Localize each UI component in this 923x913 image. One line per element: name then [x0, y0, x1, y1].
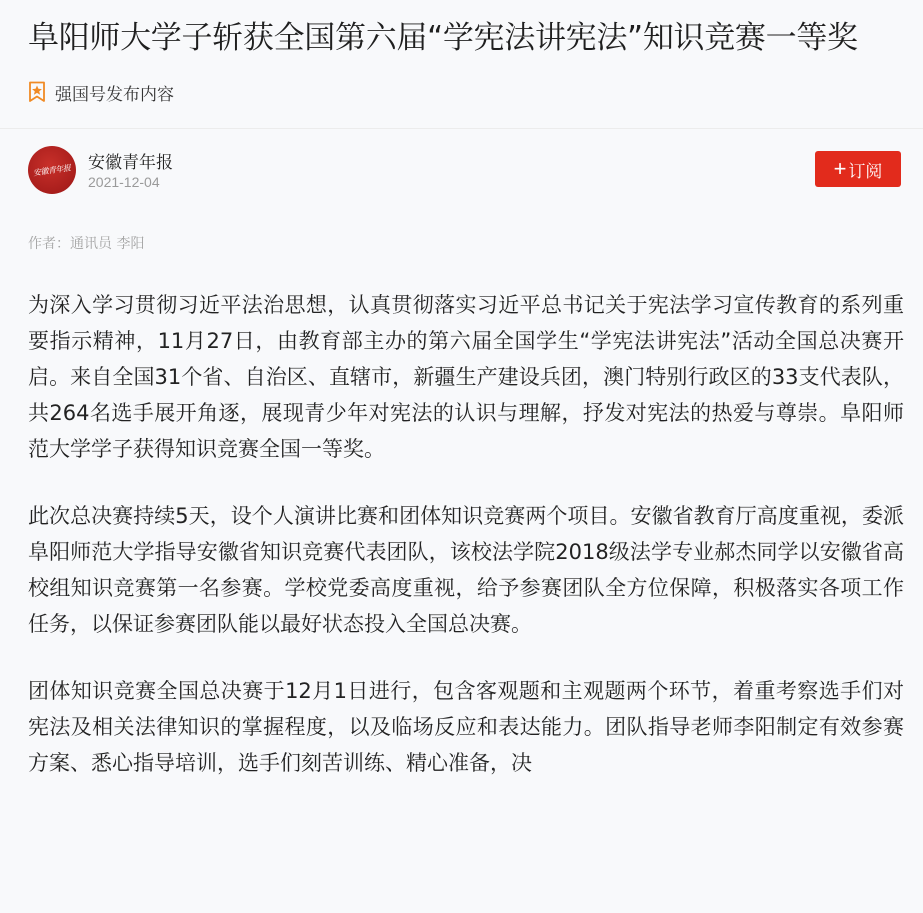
article-paragraph: 团体知识竞赛全国总决赛于12月1日进行，包含客观题和主观题两个环节，着重考察选手们对宪法及相关法律知识的掌握程度，以及临场反应和表达能力。团队指导老师李阳制定有效参赛方案、悉心指导培训，选手们刻苦训练、精心准备，决 — [28, 679, 904, 775]
source-line — [28, 78, 174, 106]
header-divider — [0, 128, 923, 129]
plus-icon: + — [833, 156, 847, 181]
article-body — [28, 287, 904, 812]
subscribe-label: 订阅 — [848, 161, 883, 182]
source-label: 强国号发布内容 — [55, 84, 174, 105]
avatar[interactable] — [28, 146, 76, 194]
publish-date: 2021-12-04 — [88, 174, 160, 190]
avatar-logo-text: 安徽青年报 — [32, 162, 72, 178]
article-title: 阜阳师大学子斩获全国第六届“学宪法讲宪法”知识竞赛一等奖 — [28, 20, 858, 56]
article-paragraph: 此次总决赛持续5天，设个人演讲比赛和团体知识竞赛两个项目。安徽省教育厅高度重视，委派阜阳师范大学指导安徽省知识竞赛代表团队，该校法学院2018级法学专业郝杰同学以安徽省高校组知识竞赛第一名参赛。学校党委高度重视，给予参赛团队全方位保障，积极落实各项工作任务，以保证参赛团队能以最好状态投入全国总决赛。 — [28, 504, 904, 636]
byline: 作者：通讯员 李阳 — [28, 236, 145, 252]
subscribe-button[interactable] — [815, 151, 901, 187]
article-paragraph: 为深入学习贯彻习近平法治思想，认真贯彻落实习近平总书记关于宪法学习宣传教育的系列重要指示精神，11月27日，由教育部主办的第六届全国学生“学宪法讲宪法”活动全国总决赛开启。来自全国31个省、自治区、直辖市，新疆生产建设兵团，澳门特别行政区的33支代表队，共264名选手展开角逐，展现青少年对宪法的认识与理解，抒发对宪法的热爱与尊崇。阜阳师范大学学子获得知识竞赛全国一等奖。 — [28, 293, 904, 461]
author-name[interactable]: 安徽青年报 — [88, 153, 173, 173]
bookmark-star-icon — [28, 81, 46, 103]
